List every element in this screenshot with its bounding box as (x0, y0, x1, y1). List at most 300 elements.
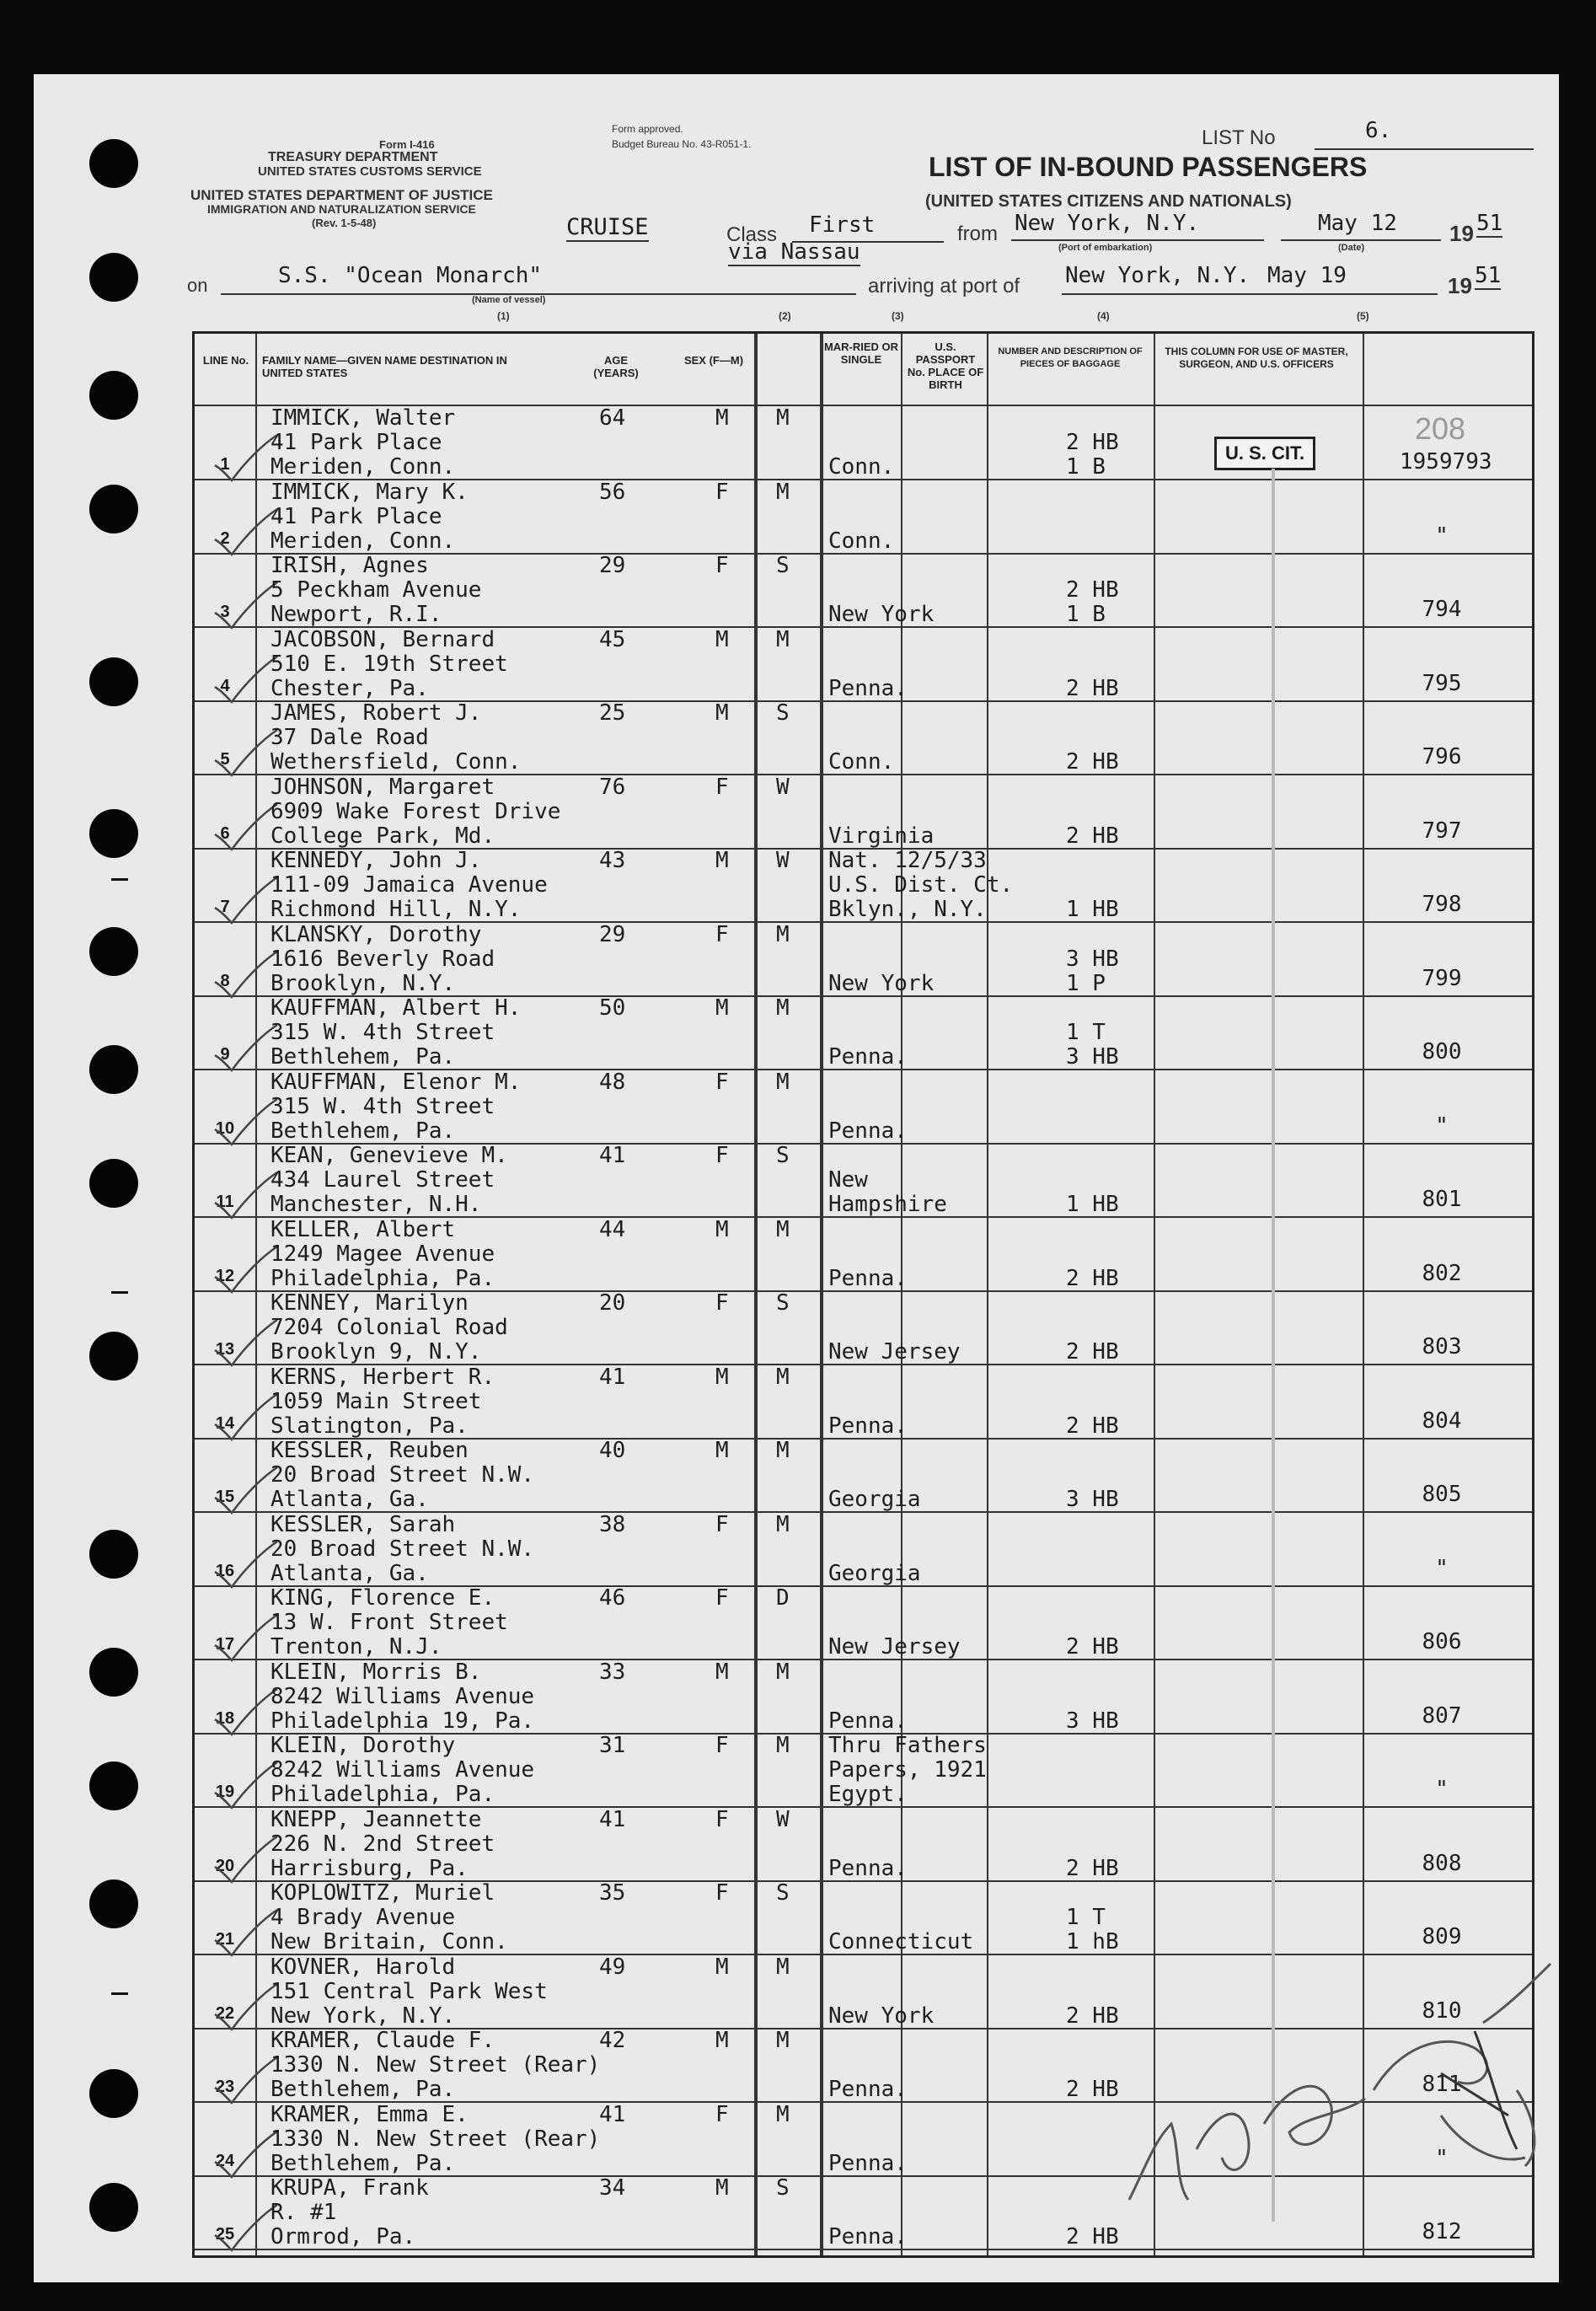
arr-year: 51 (1475, 263, 1502, 288)
cell-addr2: Wethersfield, Conn. (270, 749, 522, 775)
binder-hole (89, 1761, 138, 1810)
cell-pob3: Georgia (828, 1487, 921, 1512)
cell-sex: M (715, 1659, 729, 1685)
col-num-3: (3) (892, 310, 904, 322)
cell-age: 25 (599, 700, 626, 726)
cell-pob2: Papers, 1921 (828, 1757, 987, 1783)
cell-name: KNEPP, Jeannette (270, 1806, 482, 1832)
table-row (195, 923, 1532, 996)
cruise-label: CRUISE (566, 214, 649, 240)
cell-bag2: 2 HB (1066, 1413, 1119, 1439)
cell-addr2: Bethlehem, Pa. (270, 2077, 456, 2102)
arrival-line (1062, 263, 1438, 295)
row-line-number: 17 (215, 1635, 235, 1654)
cell-ms: M (776, 1216, 790, 1242)
table-row (195, 1734, 1532, 1807)
cell-age: 46 (599, 1585, 626, 1611)
row-line-number: 13 (215, 1340, 235, 1359)
cell-ms: M (776, 1438, 790, 1463)
cell-ms: M (776, 1069, 790, 1095)
arriving-label: arriving at port of (868, 275, 1020, 298)
cell-addr1: 1616 Beverly Road (270, 946, 495, 972)
check-mark-icon (212, 801, 279, 851)
cell-name: KESSLER, Sarah (270, 1511, 456, 1537)
dept-justice: UNITED STATES DEPARTMENT OF JUSTICE (190, 187, 493, 203)
cell-pob3: Penna. (828, 1044, 908, 1070)
row-line-number: 8 (220, 971, 230, 990)
cell-addr1: 226 N. 2nd Street (270, 1831, 495, 1857)
dep-date-line (1281, 211, 1441, 241)
via-route: via Nassau (728, 239, 860, 265)
cell-pob3: Conn. (828, 749, 895, 775)
table-row (195, 1365, 1532, 1439)
binder-hole (89, 2183, 138, 2232)
cell-ms: S (776, 1880, 790, 1906)
cell-addr2: Atlanta, Ga. (270, 1487, 429, 1512)
cell-addr2: Slatington, Pa. (270, 1413, 469, 1439)
cell-addr2: Newport, R.I. (270, 602, 442, 627)
cell-sex: M (715, 2175, 729, 2201)
cell-name: KENNEY, Marilyn (270, 1290, 469, 1316)
cell-addr2: Brooklyn, N.Y. (270, 970, 456, 996)
cell-addr2: Harrisburg, Pa. (270, 1855, 469, 1881)
check-mark-icon (212, 2201, 279, 2252)
cell-pob3: Penna. (828, 2150, 908, 2176)
cell-officer: 796 (1422, 744, 1462, 769)
table-row (195, 775, 1532, 849)
cell-addr2: Trenton, N.J. (270, 1634, 442, 1660)
cell-name: IMMICK, Walter (270, 405, 456, 431)
col-header-age: AGE (YEARS) (593, 354, 639, 379)
cell-name: JACOBSON, Bernard (270, 626, 495, 652)
table-row (195, 1291, 1532, 1365)
dept-immigration: IMMIGRATION AND NATURALIZATION SERVICE (207, 202, 476, 216)
cell-ms: W (776, 1806, 790, 1832)
cell-pob3: Bklyn., N.Y. (828, 897, 987, 922)
cell-addr2: Philadelphia, Pa. (270, 1782, 495, 1807)
cell-bag2: 1 B (1066, 602, 1106, 627)
binder-hole (89, 2069, 138, 2118)
cell-officer: 807 (1422, 1702, 1462, 1729)
cell-bag1: 2 HB (1066, 577, 1119, 603)
cell-name: KLANSKY, Dorothy (270, 921, 482, 947)
cell-sex: F (715, 479, 729, 505)
cell-addr2: Bethlehem, Pa. (270, 2150, 456, 2176)
cell-name: JOHNSON, Margaret (270, 774, 495, 800)
check-mark-icon (212, 1981, 279, 2031)
revision: (Rev. 1-5-48) (312, 217, 377, 229)
cell-age: 41 (599, 2101, 626, 2127)
cell-sex: F (715, 921, 729, 947)
cell-addr2: Bethlehem, Pa. (270, 1118, 456, 1144)
budget-bureau: Budget Bureau No. 43-R051-1. (612, 138, 752, 150)
cell-name: KRAMER, Emma E. (270, 2101, 469, 2127)
col-header-passport: U.S. PASSPORT No. PLACE OF BIRTH (907, 340, 984, 391)
row-line-number: 22 (215, 2003, 235, 2023)
table-row (195, 1586, 1532, 1660)
cell-age: 33 (599, 1659, 626, 1685)
table-row (195, 1513, 1532, 1586)
cell-age: 50 (599, 995, 626, 1021)
cell-addr1: 1330 N. New Street (Rear) (270, 2126, 601, 2152)
cell-officer: " (1435, 1113, 1449, 1139)
col-num-1: (1) (497, 310, 510, 322)
cell-bag2: 2 HB (1066, 1339, 1119, 1365)
cell-addr1: 1330 N. New Street (Rear) (270, 2052, 601, 2078)
cell-name: IMMICK, Mary K. (270, 479, 469, 505)
cell-bag2: 2 HB (1066, 1855, 1119, 1881)
arr-year-prefix: 19 (1448, 273, 1472, 298)
cell-addr1: 315 W. 4th Street (270, 1020, 495, 1045)
cell-addr2: Meriden, Conn. (270, 528, 456, 554)
cell-pob3: Egypt. (828, 1782, 908, 1807)
cell-bag1: 2 HB (1066, 430, 1119, 455)
cell-pob3: Conn. (828, 454, 895, 480)
cell-addr2: Brooklyn 9, N.Y. (270, 1339, 482, 1365)
cell-name: KLEIN, Dorothy (270, 1733, 456, 1758)
cell-addr2: Philadelphia, Pa. (270, 1265, 495, 1291)
cell-bag1: 3 HB (1066, 946, 1119, 972)
cell-sex: F (715, 1143, 729, 1168)
cell-addr1: 6909 Wake Forest Drive (270, 798, 561, 824)
cell-name: KAUFFMAN, Elenor M. (270, 1069, 522, 1095)
cell-bag2: 3 HB (1066, 1044, 1119, 1070)
cell-bag2: 2 HB (1066, 1634, 1119, 1660)
cell-officer: 802 (1422, 1260, 1462, 1286)
cell-age: 48 (599, 1069, 626, 1095)
class-value: First (809, 212, 876, 238)
row-line-number: 21 (215, 1930, 235, 1949)
port-caption: (Port of embarkation) (1058, 243, 1153, 253)
cell-bag2: 2 HB (1066, 2224, 1119, 2249)
cell-addr1: 1249 Magee Avenue (270, 1241, 495, 1267)
cell-addr2: Ormrod, Pa. (270, 2224, 416, 2249)
dept-treasury: TREASURY DEPARTMENT (268, 150, 438, 164)
cell-addr2: Atlanta, Ga. (270, 1560, 429, 1586)
check-mark-icon (212, 1538, 279, 1589)
cell-name: KRUPA, Frank (270, 2175, 429, 2201)
table-row (195, 1218, 1532, 1291)
cell-officer: 794 (1422, 597, 1462, 622)
check-mark-icon (212, 2128, 279, 2179)
page-title: LIST OF IN-BOUND PASSENGERS (929, 152, 1368, 182)
cell-ms: S (776, 553, 790, 578)
cell-age: 44 (599, 1216, 626, 1242)
cell-name: JAMES, Robert J. (270, 700, 482, 726)
cell-pob1: Thru Fathers (828, 1733, 987, 1758)
cell-age: 31 (599, 1733, 626, 1758)
cell-pob3: Penna. (828, 1855, 908, 1881)
binder-hole (89, 371, 138, 420)
cell-sex: F (715, 1880, 729, 1906)
row-line-number: 4 (220, 676, 230, 695)
cell-addr1: 315 W. 4th Street (270, 1093, 495, 1119)
cell-pob3: Penna. (828, 1118, 908, 1144)
row-line-number: 16 (215, 1561, 235, 1580)
cell-pob3: Penna. (828, 2077, 908, 2102)
cell-ms: S (776, 700, 790, 726)
cell-bag2: 1 P (1066, 970, 1106, 996)
cell-officer: " (1435, 523, 1449, 549)
row-line-number: 5 (220, 750, 230, 769)
cell-officer: 811 (1422, 2072, 1462, 2097)
cell-officer: 803 (1422, 1334, 1462, 1359)
row-line-number: 12 (215, 1266, 235, 1285)
cell-addr1: R. #1 (270, 2200, 337, 2225)
cell-bag2: 1 HB (1066, 1192, 1119, 1217)
check-mark-icon (212, 1833, 279, 1884)
cell-addr1: 41 Park Place (270, 503, 442, 529)
cell-pob3: New York (828, 970, 935, 996)
cell-addr1: 37 Dale Road (270, 725, 429, 750)
cell-bag2: 2 HB (1066, 1265, 1119, 1291)
cell-sex: F (715, 2101, 729, 2127)
cell-officer: 809 (1422, 1924, 1462, 1949)
cell-ms: M (776, 2101, 790, 2127)
cell-age: 20 (599, 1290, 626, 1316)
cell-officer: 801 (1422, 1187, 1462, 1212)
inspector-signature (1121, 1947, 1559, 2217)
check-mark-icon (212, 506, 279, 556)
form-approved: Form approved. (612, 123, 683, 135)
cell-officer: 810 (1422, 1997, 1462, 2024)
cell-age: 56 (599, 479, 626, 505)
margin-mark (111, 1291, 128, 1294)
row-line-number: 23 (215, 2078, 235, 2096)
row-line-number: 24 (215, 2151, 235, 2170)
cell-ms: M (776, 2028, 790, 2053)
cell-bag2: 2 HB (1066, 2077, 1119, 2102)
cell-officer: 799 (1422, 965, 1462, 991)
table-row (195, 701, 1532, 775)
cell-sex: M (715, 626, 729, 652)
cell-ms: M (776, 995, 790, 1021)
cell-sex: F (715, 1290, 729, 1316)
dep-date: May 12 (1318, 211, 1397, 236)
cell-name: IRISH, Agnes (270, 553, 429, 578)
binder-hole (89, 1648, 138, 1697)
cell-sex: M (715, 700, 729, 726)
row-line-number: 14 (215, 1413, 235, 1433)
cell-addr1: 7204 Colonial Road (270, 1315, 508, 1340)
cell-sex: F (715, 1511, 729, 1537)
cell-ms: M (776, 921, 790, 947)
cell-sex: F (715, 1806, 729, 1832)
check-mark-icon (212, 1686, 279, 1736)
cell-bag2: 2 HB (1066, 675, 1119, 701)
cell-pob3: Penna. (828, 675, 908, 701)
table-row (195, 849, 1532, 922)
table-row (195, 628, 1532, 701)
table-row (195, 1439, 1532, 1512)
cell-ms: M (776, 405, 790, 431)
table-row (195, 554, 1532, 627)
cell-pob3: Conn. (828, 528, 895, 554)
cell-officer: 806 (1422, 1629, 1462, 1654)
cell-addr1: 151 Central Park West (270, 1978, 548, 2004)
col-header-name: FAMILY NAME—GIVEN NAME DESTINATION IN UNITED STATES (262, 354, 507, 379)
check-mark-icon (212, 1316, 279, 1367)
list-label: LIST No (1202, 126, 1276, 149)
cell-addr1: 510 E. 19th Street (270, 651, 508, 677)
cell-pob3: Penna. (828, 1265, 908, 1291)
check-mark-icon (212, 1464, 279, 1515)
cell-officer: " (1435, 1555, 1449, 1581)
cell-pob2: U.S. Dist. Ct. (828, 872, 1014, 898)
cell-pob3: Connecticut (828, 1929, 974, 1954)
binder-hole (89, 253, 138, 302)
cell-addr2: Richmond Hill, N.Y. (270, 897, 522, 922)
cell-ms: M (776, 1733, 790, 1758)
cell-bag1: 1 T (1066, 1020, 1106, 1045)
from-line (1011, 211, 1264, 241)
dept-customs: UNITED STATES CUSTOMS SERVICE (258, 164, 482, 179)
binder-hole (89, 485, 138, 534)
cell-officer: 808 (1422, 1850, 1462, 1876)
cell-name: KESSLER, Reuben (270, 1438, 469, 1463)
col-header-line: LINE No. (202, 354, 249, 367)
binder-hole (89, 1159, 138, 1208)
cell-ms: S (776, 2175, 790, 2201)
check-mark-icon (212, 1611, 279, 1662)
check-mark-icon (212, 579, 279, 630)
cell-pob3: New York (828, 602, 935, 627)
dep-year: 51 (1476, 211, 1503, 236)
col-num-4: (4) (1097, 310, 1110, 322)
cell-sex: M (715, 848, 729, 873)
cell-age: 45 (599, 626, 626, 652)
row-line-number: 2 (220, 528, 230, 548)
cell-ms: M (776, 1511, 790, 1537)
cell-addr2: Manchester, N.H. (270, 1192, 482, 1217)
cell-ms: W (776, 848, 790, 873)
cell-bag2: 2 HB (1066, 823, 1119, 849)
binder-hole (89, 1879, 138, 1928)
check-mark-icon (212, 948, 279, 999)
row-line-number: 19 (215, 1783, 235, 1801)
cell-ms: W (776, 774, 790, 800)
date-caption: (Date) (1338, 243, 1365, 253)
cell-addr1: 4 Brady Avenue (270, 1905, 456, 1930)
row-line-number: 6 (220, 823, 230, 843)
cell-sex: F (715, 1069, 729, 1095)
cell-pob3: Penna. (828, 2224, 908, 2249)
cell-addr1: 5 Peckham Avenue (270, 577, 482, 603)
cell-pob3: Hampshire (828, 1192, 947, 1217)
row-line-number: 18 (215, 1708, 235, 1728)
form-number: Form I-416 (379, 138, 435, 151)
row-line-number: 11 (216, 1193, 234, 1211)
on-label: on (187, 275, 208, 296)
table-row (195, 1660, 1532, 1734)
cell-addr2: Philadelphia 19, Pa. (270, 1708, 535, 1734)
table-row (195, 996, 1532, 1070)
cell-addr2: New York, N.Y. (270, 2003, 456, 2029)
cell-bag2: 2 HB (1066, 2003, 1119, 2029)
check-mark-icon (212, 727, 279, 777)
cell-age: 42 (599, 2028, 626, 2053)
cell-age: 34 (599, 2175, 626, 2201)
check-mark-icon (212, 432, 279, 482)
cell-officer: " (1435, 1777, 1449, 1802)
cell-bag2: 3 HB (1066, 1708, 1119, 1734)
binder-hole (89, 657, 138, 706)
binder-hole (89, 1045, 138, 1094)
table-row (195, 1070, 1532, 1144)
citizen-stamp: U. S. CIT. (1214, 437, 1315, 470)
cell-bag2: 1 hB (1066, 1929, 1119, 1954)
row-line-number: 20 (215, 1856, 235, 1875)
col-num-2: (2) (779, 310, 791, 322)
table-row (195, 1144, 1532, 1217)
cell-addr1: 111-09 Jamaica Avenue (270, 872, 548, 898)
cell-age: 41 (599, 1364, 626, 1390)
cell-sex: F (715, 553, 729, 578)
class-label: Class (726, 223, 778, 246)
cell-ms: M (776, 1659, 790, 1685)
cell-pob3: New York (828, 2003, 935, 2029)
cell-age: 35 (599, 1880, 626, 1906)
cell-addr2: Bethlehem, Pa. (270, 1044, 456, 1070)
cell-addr2: Meriden, Conn. (270, 454, 456, 480)
cell-bag1: 1 T (1066, 1905, 1106, 1930)
cell-sex: F (715, 1585, 729, 1611)
cell-age: 29 (599, 553, 626, 578)
vessel-line (221, 263, 856, 295)
cell-pob1: Nat. 12/5/33 (828, 848, 987, 873)
cell-age: 40 (599, 1438, 626, 1463)
row-line-number: 7 (220, 898, 230, 916)
check-mark-icon (212, 2054, 279, 2105)
margin-mark (111, 878, 128, 881)
cell-name: KOVNER, Harold (270, 1954, 456, 1980)
cell-ms: M (776, 1364, 790, 1390)
cell-sex: M (715, 1438, 729, 1463)
row-line-number: 1 (220, 455, 230, 474)
col-num-5: (5) (1357, 310, 1369, 322)
table-row (195, 480, 1532, 554)
from-port: New York, N.Y. (1015, 211, 1200, 236)
col-header-sex: SEX (F—M) (683, 354, 744, 367)
cell-name: KING, Florence E. (270, 1585, 495, 1611)
arrival-date: May 19 (1267, 263, 1347, 288)
cell-sex: F (715, 1733, 729, 1758)
cell-officer: 812 (1422, 2219, 1462, 2244)
check-mark-icon (212, 1243, 279, 1294)
col-header-baggage: NUMBER AND DESCRIPTION OF PIECES OF BAGGAGE (998, 346, 1143, 369)
arrival-port: New York, N.Y. (1065, 263, 1251, 288)
cell-pob3: New Jersey (828, 1634, 961, 1660)
cell-bag2: 1 HB (1066, 897, 1119, 922)
cell-sex: M (715, 1954, 729, 1980)
cell-addr1: 20 Broad Street N.W. (270, 1462, 535, 1488)
cell-sex: M (715, 1216, 729, 1242)
cell-addr2: New Britain, Conn. (270, 1929, 508, 1954)
cell-pob3: Penna. (828, 1708, 908, 1734)
binder-hole (89, 1332, 138, 1381)
table-row (195, 406, 1532, 480)
cell-sex: M (715, 1364, 729, 1390)
row-line-number: 25 (215, 2225, 235, 2244)
cell-officer: 800 (1422, 1039, 1462, 1064)
cell-bag2: 1 B (1066, 454, 1106, 480)
cell-name: KERNS, Herbert R. (270, 1364, 495, 1390)
cell-age: 38 (599, 1511, 626, 1537)
cell-sex: M (715, 405, 729, 431)
cell-age: 43 (599, 848, 626, 873)
col-header-officers: THIS COLUMN FOR USE OF MASTER, SURGEON, AND U.S. OFFICERS (1165, 346, 1348, 370)
cell-ms: M (776, 479, 790, 505)
